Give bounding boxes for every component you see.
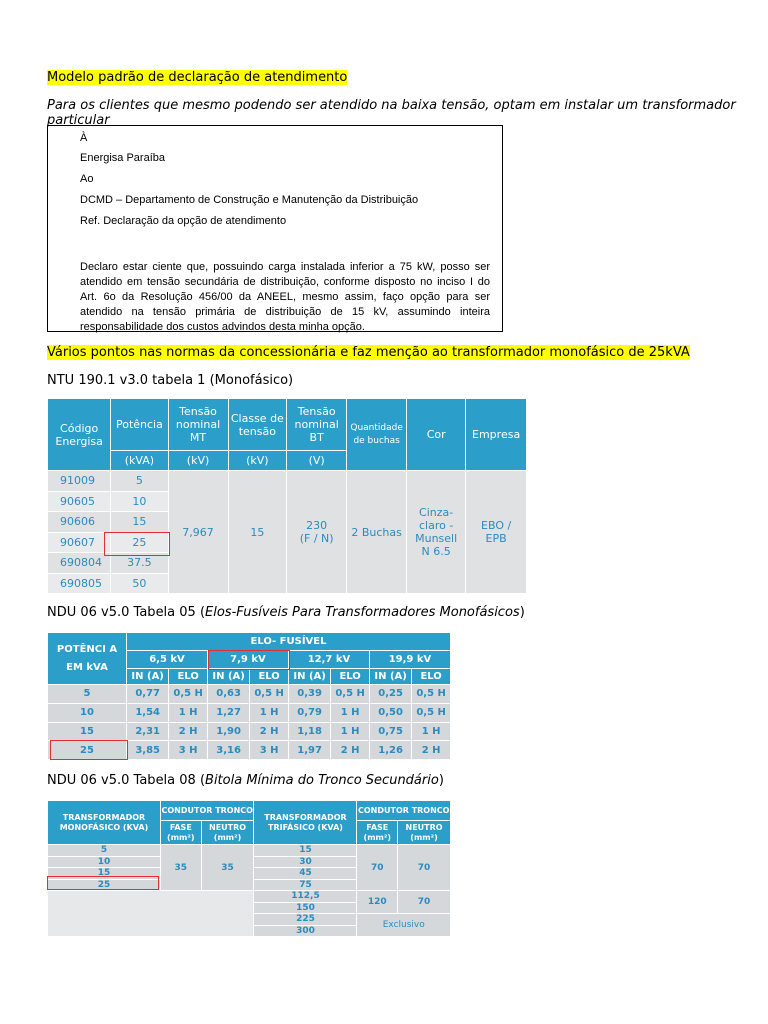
t3-tri: 225 bbox=[254, 914, 357, 926]
t2-cell: 0,75 bbox=[369, 722, 411, 741]
caption-table3 bbox=[47, 773, 444, 788]
highlight-box-79kv-t2 bbox=[208, 650, 290, 670]
t2-cell: 2 H bbox=[250, 722, 289, 741]
t2-cell: 2,31 bbox=[127, 722, 169, 741]
t1-power: 10 bbox=[111, 491, 168, 512]
letter-ao: Ao bbox=[80, 173, 94, 185]
heading-norms-text: Vários pontos nas normas da concessionária e faz menção ao transformador monofásico de 25kVA bbox=[47, 345, 690, 360]
t3-header-fase: FASE (mm²) bbox=[161, 821, 202, 845]
t2-header-voltage: 12,7 kV bbox=[288, 651, 369, 669]
t1-header-tensao-bt: Tensão nominal BT bbox=[287, 399, 347, 451]
t1-tensao-mt: 7,967 bbox=[168, 471, 228, 594]
t1-unit-tensao-mt: (kV) bbox=[168, 451, 228, 471]
t2-cell: 0,39 bbox=[288, 685, 330, 704]
caption3-prefix: NDU 06 v5.0 Tabela 08 ( bbox=[47, 773, 206, 788]
table-ntu-monofasico bbox=[47, 398, 527, 594]
t1-power: 25 bbox=[111, 532, 168, 553]
t3-mono: 5 bbox=[48, 845, 161, 857]
caption-table1: NTU 190.1 v3.0 tabela 1 (Monofásico) bbox=[47, 373, 294, 388]
t1-header-classe: Classe de tensão bbox=[228, 399, 287, 451]
t2-cell: 1,97 bbox=[288, 741, 330, 760]
t2-cell: 0,50 bbox=[369, 703, 411, 722]
t2-sub-elo: ELO bbox=[250, 669, 289, 685]
t3-header-mono: TRANSFORMADOR MONOFÁSICO (KVA) bbox=[48, 801, 161, 845]
t3-mono: 10 bbox=[48, 856, 161, 868]
caption2-prefix: NDU 06 v5.0 Tabela 05 ( bbox=[47, 605, 206, 620]
t1-power: 37.5 bbox=[111, 553, 168, 574]
t2-cell: 1,27 bbox=[207, 703, 249, 722]
letter-department: DCMD – Departamento de Construção e Manutenção da Distribuição bbox=[80, 194, 419, 206]
t3-header-neutro: NEUTRO (mm²) bbox=[398, 821, 451, 845]
t2-cell: 1 H bbox=[169, 703, 208, 722]
t3-header-condutor: CONDUTOR TRONCO bbox=[161, 801, 254, 821]
t2-cell: 2 H bbox=[331, 741, 370, 760]
heading-norms bbox=[47, 345, 690, 360]
heading-model bbox=[47, 70, 347, 85]
t2-header-voltage: 7,9 kV bbox=[207, 651, 288, 669]
t2-sub-in: IN (A) bbox=[127, 669, 169, 685]
declaration-letter bbox=[47, 125, 503, 332]
t1-code: 90607 bbox=[48, 532, 111, 553]
t1-classe: 15 bbox=[228, 471, 287, 594]
t1-header-cor: Cor bbox=[407, 399, 466, 471]
t2-cell: 0,5 H bbox=[250, 685, 289, 704]
t3-tri-fase: 70 bbox=[357, 845, 398, 891]
t1-unit-tensao-bt: (V) bbox=[287, 451, 347, 471]
t3-tri-neutro: 70 bbox=[398, 891, 451, 914]
t2-sub-in: IN (A) bbox=[369, 669, 411, 685]
t1-code: 90605 bbox=[48, 491, 111, 512]
t3-mono: 15 bbox=[48, 868, 161, 880]
t1-header-buchas: Quantidade de buchas bbox=[347, 399, 407, 471]
t2-header-voltage: 6,5 kV bbox=[127, 651, 208, 669]
t2-cell: 0,77 bbox=[127, 685, 169, 704]
t1-power: 5 bbox=[111, 471, 168, 492]
t2-cell: 2 H bbox=[412, 741, 451, 760]
letter-to: À bbox=[80, 132, 88, 144]
t1-code: 90606 bbox=[48, 512, 111, 533]
t2-sub-elo: ELO bbox=[412, 669, 451, 685]
t1-header-potencia: Potência bbox=[111, 399, 168, 451]
t2-header-potencia: POTÊNCI A EM kVA bbox=[48, 633, 127, 685]
t2-cell: 25 bbox=[48, 741, 127, 760]
t3-header-fase: FASE (mm²) bbox=[357, 821, 398, 845]
t2-cell: 3,16 bbox=[207, 741, 249, 760]
letter-paragraph: Declaro estar ciente que, possuindo carga instalada inferior a 75 kW, posso ser atendido em tensão secundária de distribuição, conforme disposto no inciso I do Art. 6o da Resolução 456/00 da ANEEL, mesmo assim, faço opção para ser atendido na tensão primária de distribuição de 15 kV, assumindo inteira responsabilidade dos custos advindos desta minha opção. bbox=[80, 261, 490, 333]
t3-mono-fase: 35 bbox=[161, 845, 202, 891]
t2-cell: 1,18 bbox=[288, 722, 330, 741]
t3-mono-neutro: 35 bbox=[201, 845, 254, 891]
intro-text: Para os clientes que mesmo podendo ser atendido na baixa tensão, optam em instalar um transformador particular bbox=[47, 98, 736, 128]
t3-tri: 30 bbox=[254, 856, 357, 868]
t1-header-codigo: Código Energisa bbox=[48, 399, 111, 471]
t2-cell: 3 H bbox=[169, 741, 208, 760]
t3-header-neutro: NEUTRO (mm²) bbox=[201, 821, 254, 845]
t3-tri-neutro: 70 bbox=[398, 845, 451, 891]
t2-cell: 0,5 H bbox=[412, 703, 451, 722]
t1-power: 50 bbox=[111, 573, 168, 594]
t2-cell: 0,63 bbox=[207, 685, 249, 704]
caption2-suffix: ) bbox=[519, 605, 525, 620]
t2-cell: 0,5 H bbox=[412, 685, 451, 704]
t3-header-condutor: CONDUTOR TRONCO bbox=[357, 801, 451, 821]
heading-model-text: Modelo padrão de declaração de atendimento bbox=[47, 70, 348, 85]
t2-sub-in: IN (A) bbox=[207, 669, 249, 685]
caption3-suffix: ) bbox=[438, 773, 444, 788]
t2-sub-in: IN (A) bbox=[288, 669, 330, 685]
t2-cell: 2 H bbox=[169, 722, 208, 741]
caption3-italic: Bitola Mínima do Tronco Secundário bbox=[205, 773, 439, 788]
t2-header-elo-fusivel: ELO- FUSÍVEL bbox=[127, 633, 451, 651]
t2-cell: 15 bbox=[48, 722, 127, 741]
t1-header-tensao-mt: Tensão nominal MT bbox=[168, 399, 228, 451]
t2-cell: 0,5 H bbox=[169, 685, 208, 704]
t3-tri: 45 bbox=[254, 868, 357, 880]
t2-cell: 1,54 bbox=[127, 703, 169, 722]
t3-tri: 112,5 bbox=[254, 891, 357, 903]
t3-tri: 75 bbox=[254, 879, 357, 891]
t1-unit-potencia: (kVA) bbox=[111, 451, 168, 471]
t2-cell: 0,5 H bbox=[331, 685, 370, 704]
t1-code: 91009 bbox=[48, 471, 111, 492]
t2-cell: 1 H bbox=[412, 722, 451, 741]
t3-tri: 300 bbox=[254, 925, 357, 937]
t2-cell: 3 H bbox=[250, 741, 289, 760]
t2-cell: 1 H bbox=[331, 722, 370, 741]
t1-cor: Cinza-claro - Munsell N 6.5 bbox=[407, 471, 466, 594]
highlight-box-25kva-t2 bbox=[50, 740, 128, 760]
t3-tri-fase: 120 bbox=[357, 891, 398, 914]
t2-cell: 1 H bbox=[331, 703, 370, 722]
t2-cell: 1,90 bbox=[207, 722, 249, 741]
highlight-box-25kva-t1 bbox=[104, 532, 170, 556]
t3-empty bbox=[48, 891, 254, 937]
letter-company: Energisa Paraíba bbox=[80, 152, 165, 164]
t3-tri: 150 bbox=[254, 902, 357, 914]
t2-sub-elo: ELO bbox=[169, 669, 208, 685]
t2-sub-elo: ELO bbox=[331, 669, 370, 685]
t1-code: 690804 bbox=[48, 553, 111, 574]
t2-cell: 3,85 bbox=[127, 741, 169, 760]
t1-tensao-bt: 230 (F / N) bbox=[287, 471, 347, 594]
t3-tri: 15 bbox=[254, 845, 357, 857]
t1-unit-classe: (kV) bbox=[228, 451, 287, 471]
t3-mono: 25 bbox=[48, 879, 161, 891]
letter-reference: Ref. Declaração da opção de atendimento bbox=[80, 215, 287, 227]
table-bitola-tronco bbox=[47, 800, 451, 937]
caption2-italic: Elos-Fusíveis Para Transformadores Monofásicos bbox=[205, 605, 520, 620]
t2-cell: 0,25 bbox=[369, 685, 411, 704]
t2-cell: 10 bbox=[48, 703, 127, 722]
t2-header-voltage: 19,9 kV bbox=[369, 651, 450, 669]
t2-cell: 5 bbox=[48, 685, 127, 704]
t2-cell: 0,79 bbox=[288, 703, 330, 722]
t3-exclusivo: Exclusivo bbox=[357, 914, 451, 937]
t1-power: 15 bbox=[111, 512, 168, 533]
t3-header-tri: TRANSFORMADOR TRIFÁSICO (KVA) bbox=[254, 801, 357, 845]
t2-cell: 1,26 bbox=[369, 741, 411, 760]
highlight-box-25kva-t3 bbox=[47, 876, 159, 890]
t1-buchas: 2 Buchas bbox=[347, 471, 407, 594]
t1-header-empresa: Empresa bbox=[466, 399, 527, 471]
t1-empresa: EBO / EPB bbox=[466, 471, 527, 594]
t1-code: 690805 bbox=[48, 573, 111, 594]
caption-table2 bbox=[47, 605, 525, 620]
t2-cell: 1 H bbox=[250, 703, 289, 722]
